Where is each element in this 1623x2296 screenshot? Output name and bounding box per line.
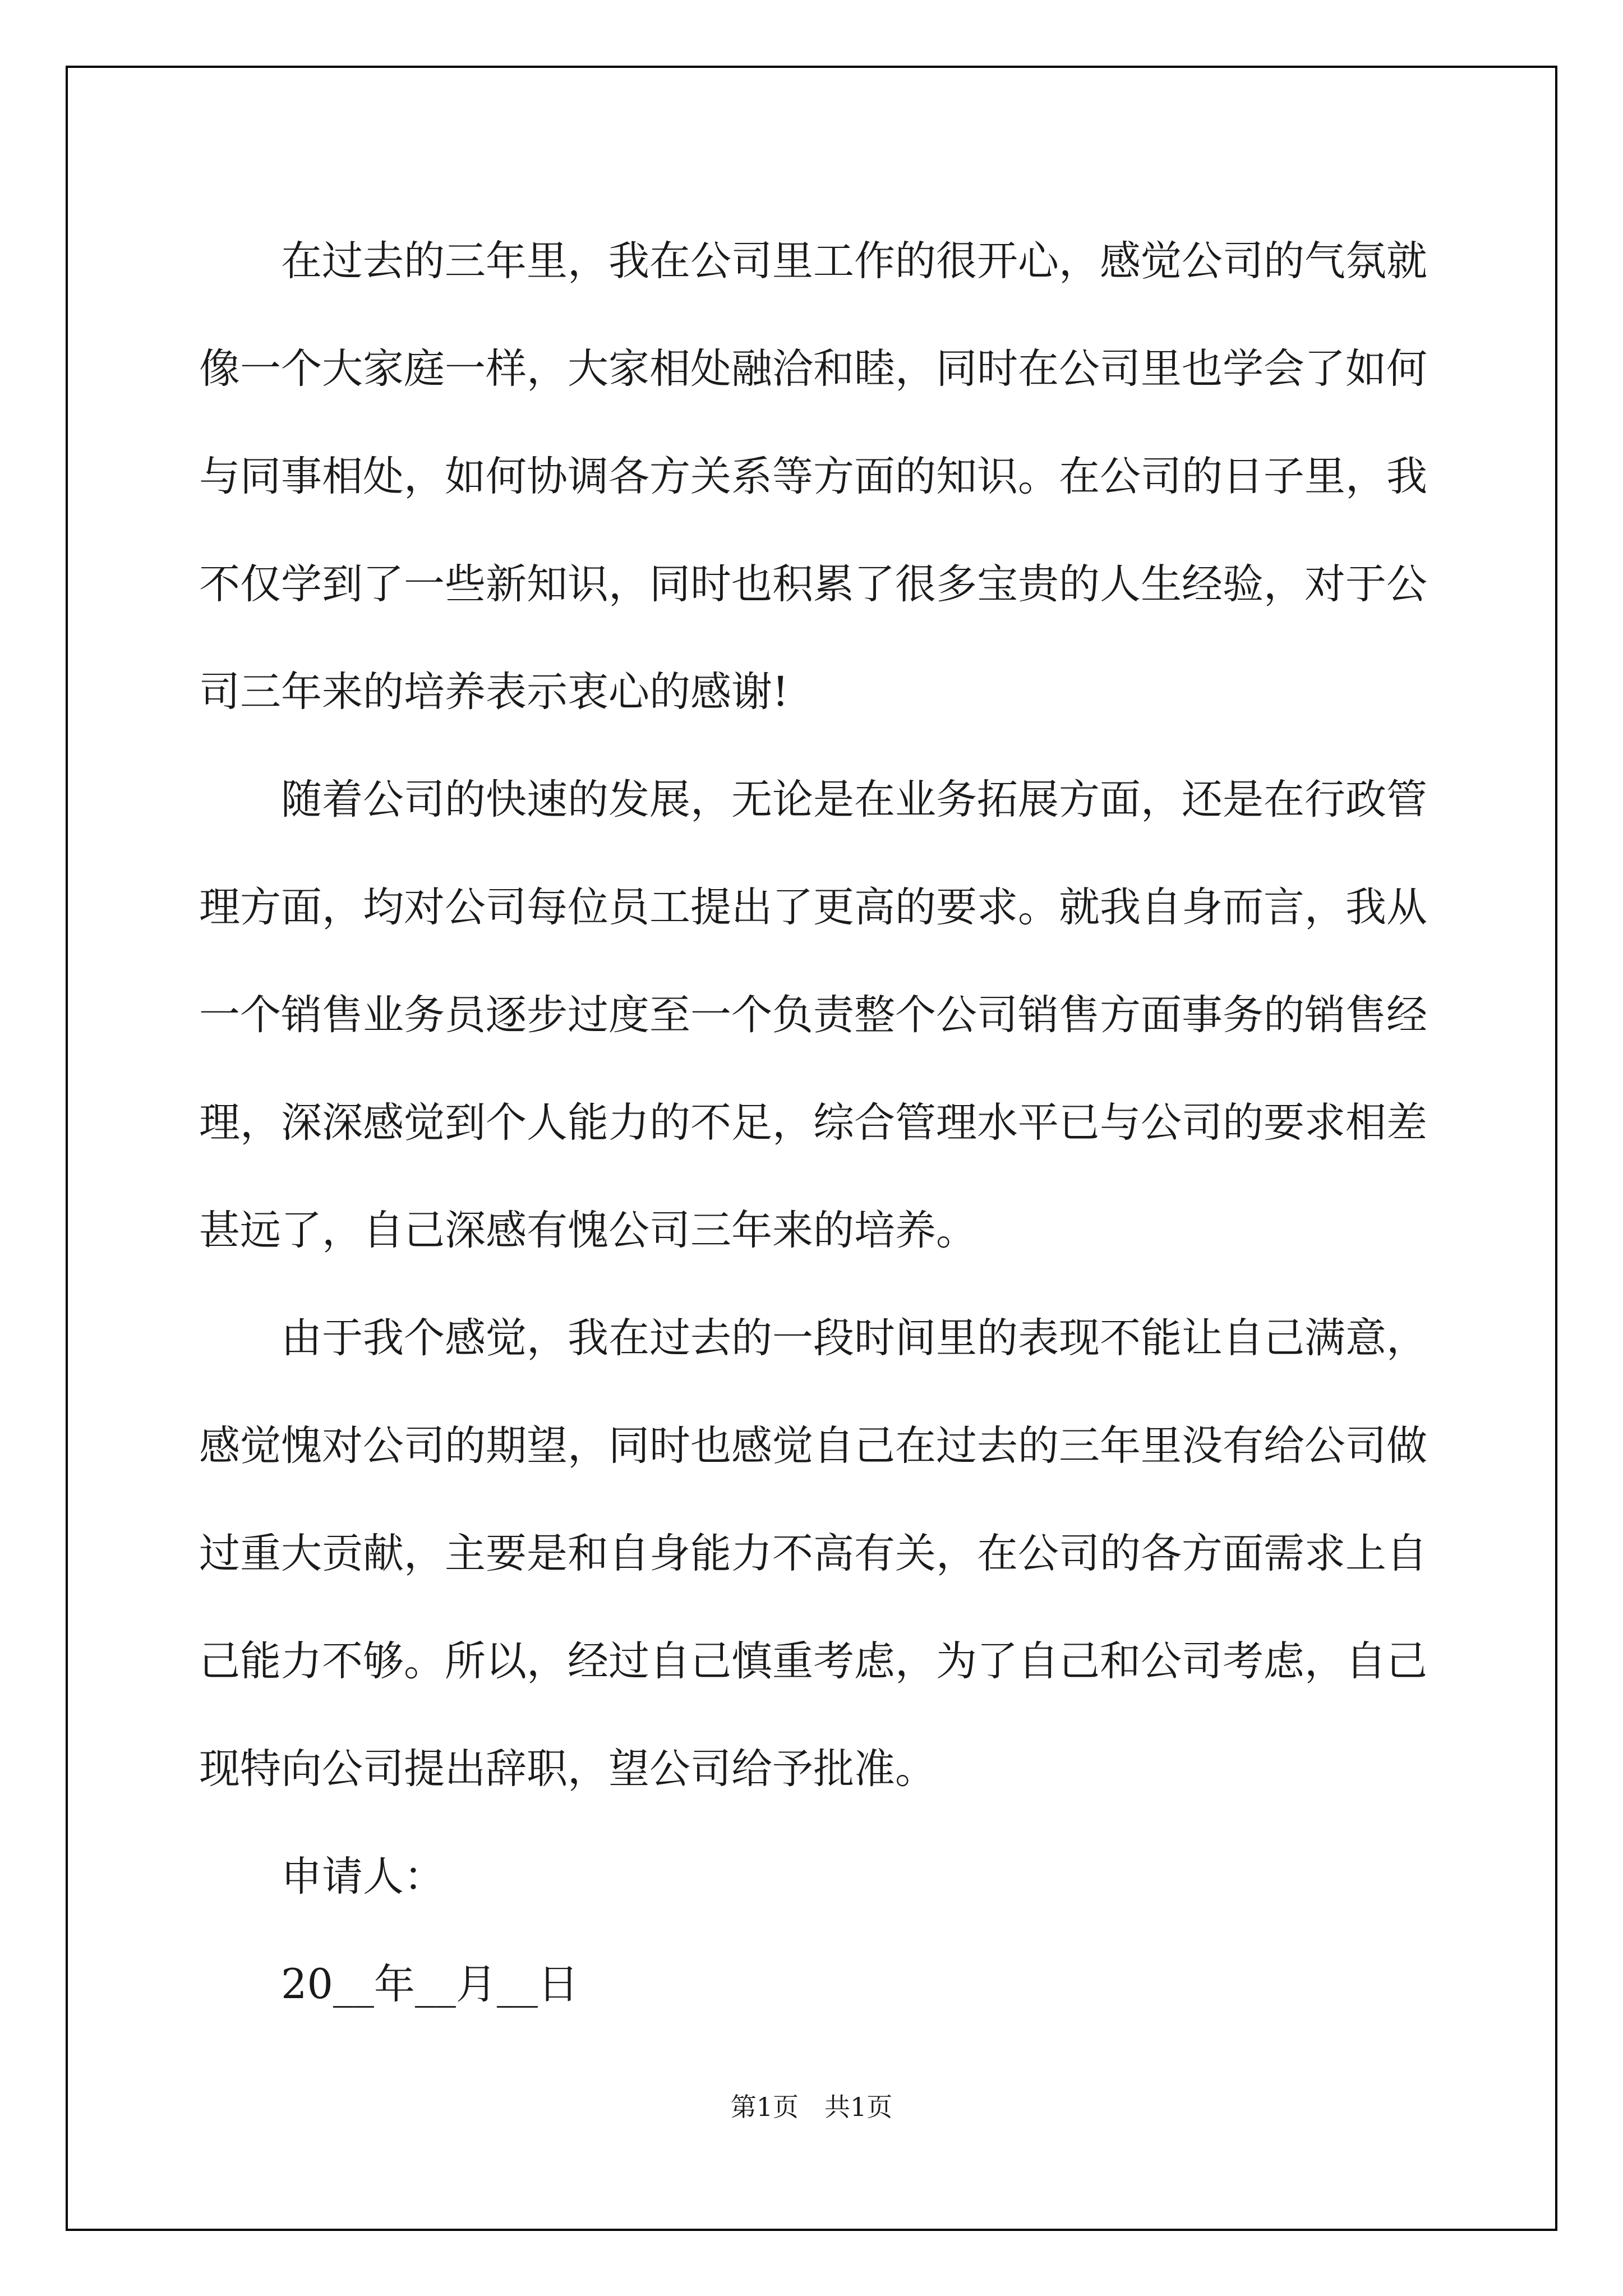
signature-label: 申请人： <box>281 1853 445 1901</box>
paragraph-gratitude: 在过去的三年里，我在公司里工作的很开心，感觉公司的气氛就像一个大家庭一样，大家相处融洽和睦，同时在公司里也学会了如何与同事相处，如何协调各方关系等方面的知识。在公司的日子里，我不仅学到了一些新知识，同时也积累了很多宝贵的人生经验，对于公司三年来的培养表示衷心的感谢! <box>199 237 1427 716</box>
date-line: 20__年__月__日 <box>281 1961 579 2008</box>
paragraph-resignation: 由于我个感觉，我在过去的一段时间里的表现不能让自己满意，感觉愧对公司的期望，同时也感觉自己在过去的三年里没有给公司做过重大贡献，主要是和自身能力不高有关，在公司的各方面需求上自己能力不够。所以，经过自己慎重考虑，为了自己和公司考虑，自己现特向公司提出辞职，望公司给予批准。 <box>199 1314 1427 1793</box>
letter-body <box>199 208 1427 2039</box>
page-number-footer: 第1页 共1页 <box>730 2092 893 2122</box>
paragraph-development: 随着公司的快速的发展，无论是在业务拓展方面，还是在行政管理方面，均对公司每位员工提出了更高的要求。就我自身而言，我从一个销售业务员逐步过度至一个负责整个公司销售方面事务的销售经理，深深感觉到个人能力的不足，综合管理水平已与公司的要求相差甚远了，自己深感有愧公司三年来的培养。 <box>199 776 1427 1254</box>
